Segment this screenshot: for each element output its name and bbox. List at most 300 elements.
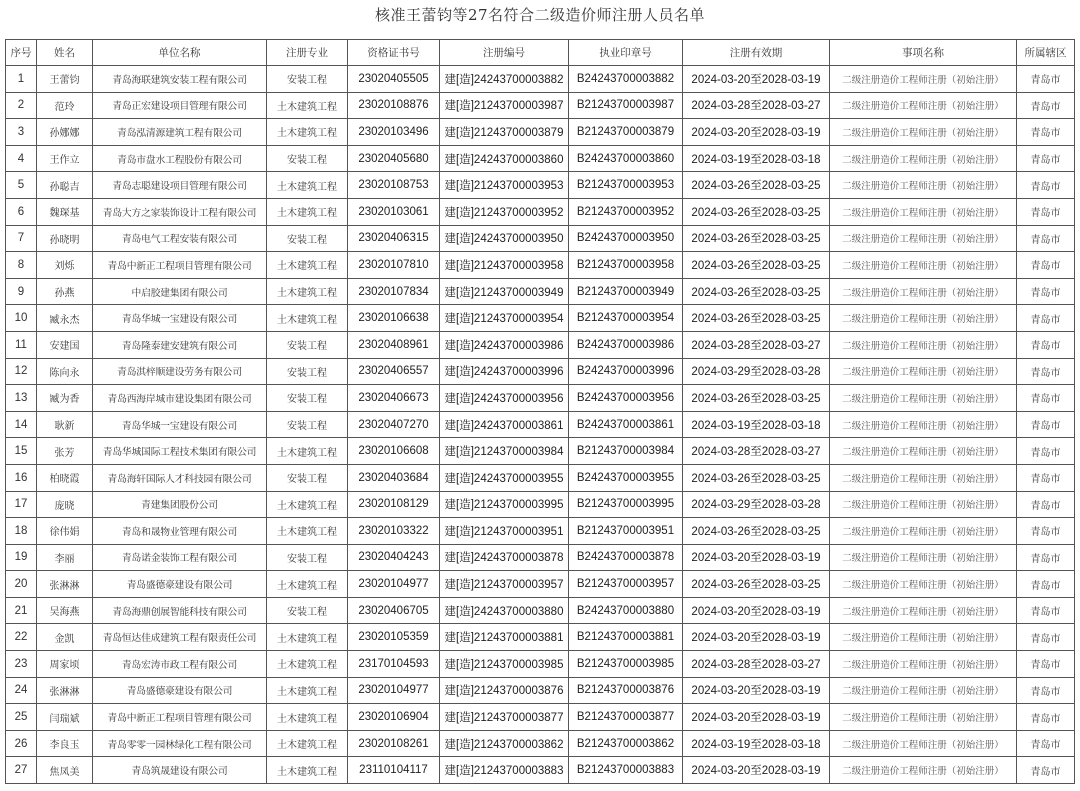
table-row: [6, 730, 1075, 757]
cell-reg-number: 建[造]24243700003996: [440, 358, 569, 385]
cell-reg-number: 建[造]21243700003879: [440, 119, 569, 146]
cell-company: 青岛志聪建设项目管理有限公司: [93, 172, 267, 199]
cell-company: 青岛淇梓顺建设劳务有限公司: [93, 358, 267, 385]
cell-certificate: 23020406315: [348, 225, 440, 252]
cell-validity: 2024-03-29至2028-03-28: [683, 491, 830, 518]
cell-reg-number: 建[造]24243700003882: [440, 66, 569, 93]
cell-certificate: 23020106638: [348, 305, 440, 332]
cell-company: 青岛西海岸城市建设集团有限公司: [93, 385, 267, 412]
cell-name: 李良玉: [37, 730, 93, 757]
table-row: [6, 464, 1075, 491]
cell-reg-number: 建[造]21243700003985: [440, 651, 569, 678]
cell-specialty: 安装工程: [267, 331, 348, 358]
cell-district: 青岛市: [1017, 172, 1075, 199]
header-validity: 注册有效期: [683, 40, 830, 66]
cell-matter: 二级注册造价工程师注册（初始注册）: [830, 385, 1017, 412]
cell-company: 青岛正宏建设项目管理有限公司: [93, 92, 267, 119]
table-row: [6, 411, 1075, 438]
cell-name: 孙晓明: [37, 225, 93, 252]
cell-seal-number: B24243700003860: [569, 145, 683, 172]
cell-certificate: 23020406557: [348, 358, 440, 385]
cell-matter: 二级注册造价工程师注册（初始注册）: [830, 544, 1017, 571]
cell-seq: 16: [6, 464, 37, 491]
cell-reg-number: 建[造]21243700003995: [440, 491, 569, 518]
cell-certificate: 23020406705: [348, 597, 440, 624]
cell-seal-number: B21243700003949: [569, 278, 683, 305]
cell-company: 青岛大方之家装饰设计工程有限公司: [93, 198, 267, 225]
cell-matter: 二级注册造价工程师注册（初始注册）: [830, 66, 1017, 93]
cell-specialty: 土木建筑工程: [267, 278, 348, 305]
cell-company: 青岛恒达佳成建筑工程有限责任公司: [93, 624, 267, 651]
cell-matter: 二级注册造价工程师注册（初始注册）: [830, 757, 1017, 784]
cell-name: 王蕾钧: [37, 66, 93, 93]
cell-name: 范玲: [37, 92, 93, 119]
cell-matter: 二级注册造价工程师注册（初始注册）: [830, 464, 1017, 491]
document-title: 核准王蕾钧等27名符合二级造价师注册人员名单: [374, 6, 706, 24]
cell-matter: 二级注册造价工程师注册（初始注册）: [830, 624, 1017, 651]
cell-seal-number: B21243700003879: [569, 119, 683, 146]
cell-company: 青岛宏涛市政工程有限公司: [93, 651, 267, 678]
cell-certificate: 23020108129: [348, 491, 440, 518]
cell-name: 张芳: [37, 438, 93, 465]
cell-matter: 二级注册造价工程师注册（初始注册）: [830, 651, 1017, 678]
header-specialty: 注册专业: [267, 40, 348, 66]
header-name: 姓名: [37, 40, 93, 66]
cell-reg-number: 建[造]24243700003878: [440, 544, 569, 571]
cell-name: 耿新: [37, 411, 93, 438]
cell-name: 吴海燕: [37, 597, 93, 624]
cell-seq: 20: [6, 571, 37, 598]
cell-reg-number: 建[造]24243700003950: [440, 225, 569, 252]
cell-certificate: 23020407270: [348, 411, 440, 438]
cell-specialty: 土木建筑工程: [267, 252, 348, 279]
cell-district: 青岛市: [1017, 677, 1075, 704]
cell-reg-number: 建[造]24243700003880: [440, 597, 569, 624]
cell-company: 青岛盛德豪建设有限公司: [93, 677, 267, 704]
cell-specialty: 土木建筑工程: [267, 518, 348, 545]
cell-name: 焦凤美: [37, 757, 93, 784]
cell-district: 青岛市: [1017, 252, 1075, 279]
cell-validity: 2024-03-28至2028-03-27: [683, 651, 830, 678]
cell-specialty: 土木建筑工程: [267, 491, 348, 518]
cell-district: 青岛市: [1017, 730, 1075, 757]
cell-seq: 1: [6, 66, 37, 93]
cell-name: 刘烁: [37, 252, 93, 279]
cell-matter: 二级注册造价工程师注册（初始注册）: [830, 145, 1017, 172]
cell-reg-number: 建[造]24243700003861: [440, 411, 569, 438]
cell-matter: 二级注册造价工程师注册（初始注册）: [830, 518, 1017, 545]
cell-matter: 二级注册造价工程师注册（初始注册）: [830, 278, 1017, 305]
cell-seal-number: B21243700003995: [569, 491, 683, 518]
table-row: [6, 544, 1075, 571]
cell-seal-number: B21243700003883: [569, 757, 683, 784]
cell-name: 孙娜娜: [37, 119, 93, 146]
cell-name: 徐伟娟: [37, 518, 93, 545]
table-row: [6, 92, 1075, 119]
cell-validity: 2024-03-20至2028-03-19: [683, 119, 830, 146]
cell-name: 臧永杰: [37, 305, 93, 332]
table-row: [6, 119, 1075, 146]
cell-specialty: 土木建筑工程: [267, 438, 348, 465]
cell-certificate: 23020103061: [348, 198, 440, 225]
cell-certificate: 23020405505: [348, 66, 440, 93]
cell-certificate: 23020106608: [348, 438, 440, 465]
cell-matter: 二级注册造价工程师注册（初始注册）: [830, 597, 1017, 624]
cell-name: 王作立: [37, 145, 93, 172]
cell-seq: 17: [6, 491, 37, 518]
header-reg-number: 注册编号: [440, 40, 569, 66]
cell-seal-number: B21243700003862: [569, 730, 683, 757]
cell-seq: 5: [6, 172, 37, 199]
cell-certificate: 23020404243: [348, 544, 440, 571]
cell-certificate: 23020405680: [348, 145, 440, 172]
cell-reg-number: 建[造]21243700003987: [440, 92, 569, 119]
table-row: [6, 651, 1075, 678]
cell-name: 魏琛基: [37, 198, 93, 225]
cell-seal-number: B21243700003984: [569, 438, 683, 465]
cell-name: 张淋淋: [37, 677, 93, 704]
cell-certificate: 23020108876: [348, 92, 440, 119]
cell-seq: 11: [6, 331, 37, 358]
cell-validity: 2024-03-20至2028-03-19: [683, 757, 830, 784]
registration-table: [5, 39, 1075, 784]
cell-seal-number: B21243700003957: [569, 571, 683, 598]
cell-reg-number: 建[造]21243700003951: [440, 518, 569, 545]
cell-seq: 10: [6, 305, 37, 332]
cell-certificate: 23020103322: [348, 518, 440, 545]
cell-seq: 22: [6, 624, 37, 651]
cell-specialty: 土木建筑工程: [267, 624, 348, 651]
cell-company: 青岛华城一宝建设有限公司: [93, 305, 267, 332]
header-district: 所属辖区: [1017, 40, 1075, 66]
cell-district: 青岛市: [1017, 624, 1075, 651]
cell-matter: 二级注册造价工程师注册（初始注册）: [830, 331, 1017, 358]
cell-reg-number: 建[造]21243700003949: [440, 278, 569, 305]
table-row: [6, 624, 1075, 651]
cell-reg-number: 建[造]21243700003958: [440, 252, 569, 279]
cell-reg-number: 建[造]21243700003953: [440, 172, 569, 199]
cell-company: 青岛海联建筑安装工程有限公司: [93, 66, 267, 93]
cell-validity: 2024-03-28至2028-03-27: [683, 92, 830, 119]
cell-specialty: 土木建筑工程: [267, 119, 348, 146]
cell-company: 青岛筑晟建设有限公司: [93, 757, 267, 784]
cell-district: 青岛市: [1017, 278, 1075, 305]
table-row: [6, 704, 1075, 731]
cell-seq: 12: [6, 358, 37, 385]
cell-matter: 二级注册造价工程师注册（初始注册）: [830, 358, 1017, 385]
cell-matter: 二级注册造价工程师注册（初始注册）: [830, 438, 1017, 465]
cell-name: 张淋淋: [37, 571, 93, 598]
cell-matter: 二级注册造价工程师注册（初始注册）: [830, 411, 1017, 438]
cell-validity: 2024-03-19至2028-03-18: [683, 730, 830, 757]
cell-certificate: 23020108261: [348, 730, 440, 757]
table-row: [6, 385, 1075, 412]
cell-seq: 2: [6, 92, 37, 119]
cell-seq: 8: [6, 252, 37, 279]
cell-seal-number: B24243700003880: [569, 597, 683, 624]
cell-certificate: 23020406673: [348, 385, 440, 412]
cell-district: 青岛市: [1017, 491, 1075, 518]
cell-specialty: 安装工程: [267, 145, 348, 172]
cell-district: 青岛市: [1017, 438, 1075, 465]
cell-reg-number: 建[造]21243700003862: [440, 730, 569, 757]
cell-certificate: 23020103496: [348, 119, 440, 146]
cell-company: 青岛诺金装饰工程有限公司: [93, 544, 267, 571]
cell-company: 青岛中新正工程项目管理有限公司: [93, 704, 267, 731]
cell-name: 柏晓霞: [37, 464, 93, 491]
cell-name: 孙聪吉: [37, 172, 93, 199]
cell-validity: 2024-03-26至2028-03-25: [683, 225, 830, 252]
cell-seal-number: B24243700003996: [569, 358, 683, 385]
cell-validity: 2024-03-26至2028-03-25: [683, 571, 830, 598]
cell-district: 青岛市: [1017, 704, 1075, 731]
table-row: [6, 597, 1075, 624]
cell-validity: 2024-03-26至2028-03-25: [683, 252, 830, 279]
cell-seal-number: B21243700003954: [569, 305, 683, 332]
cell-name: 李丽: [37, 544, 93, 571]
cell-reg-number: 建[造]21243700003881: [440, 624, 569, 651]
table-row: [6, 252, 1075, 279]
cell-seal-number: B21243700003877: [569, 704, 683, 731]
cell-district: 青岛市: [1017, 305, 1075, 332]
table-header-row: [6, 40, 1075, 66]
cell-name: 闫瑞斌: [37, 704, 93, 731]
cell-specialty: 安装工程: [267, 385, 348, 412]
cell-district: 青岛市: [1017, 66, 1075, 93]
table-row: [6, 172, 1075, 199]
cell-specialty: 土木建筑工程: [267, 92, 348, 119]
cell-certificate: 23020108753: [348, 172, 440, 199]
header-matter: 事项名称: [830, 40, 1017, 66]
table-row: [6, 278, 1075, 305]
cell-district: 青岛市: [1017, 757, 1075, 784]
cell-reg-number: 建[造]21243700003984: [440, 438, 569, 465]
cell-district: 青岛市: [1017, 518, 1075, 545]
cell-certificate: 23020107834: [348, 278, 440, 305]
cell-district: 青岛市: [1017, 198, 1075, 225]
cell-matter: 二级注册造价工程师注册（初始注册）: [830, 491, 1017, 518]
cell-district: 青岛市: [1017, 331, 1075, 358]
cell-reg-number: 建[造]24243700003956: [440, 385, 569, 412]
cell-validity: 2024-03-20至2028-03-19: [683, 597, 830, 624]
cell-company: 青岛盛德豪建设有限公司: [93, 571, 267, 598]
cell-company: 青岛华城一宝建设有限公司: [93, 411, 267, 438]
table-row: [6, 145, 1075, 172]
cell-validity: 2024-03-26至2028-03-25: [683, 305, 830, 332]
cell-seal-number: B24243700003986: [569, 331, 683, 358]
header-seq: 序号: [6, 40, 37, 66]
cell-specialty: 安装工程: [267, 597, 348, 624]
cell-validity: 2024-03-20至2028-03-19: [683, 677, 830, 704]
cell-seal-number: B24243700003956: [569, 385, 683, 412]
cell-specialty: 土木建筑工程: [267, 172, 348, 199]
cell-district: 青岛市: [1017, 92, 1075, 119]
cell-seal-number: B21243700003985: [569, 651, 683, 678]
cell-seal-number: B21243700003987: [569, 92, 683, 119]
cell-district: 青岛市: [1017, 225, 1075, 252]
cell-seq: 4: [6, 145, 37, 172]
cell-name: 孙燕: [37, 278, 93, 305]
cell-matter: 二级注册造价工程师注册（初始注册）: [830, 172, 1017, 199]
cell-certificate: 23170104593: [348, 651, 440, 678]
cell-name: 陈向永: [37, 358, 93, 385]
cell-specialty: 土木建筑工程: [267, 757, 348, 784]
cell-specialty: 土木建筑工程: [267, 704, 348, 731]
cell-name: 庞晓: [37, 491, 93, 518]
cell-district: 青岛市: [1017, 464, 1075, 491]
cell-matter: 二级注册造价工程师注册（初始注册）: [830, 198, 1017, 225]
cell-seal-number: B21243700003958: [569, 252, 683, 279]
cell-company: 中启胶建集团有限公司: [93, 278, 267, 305]
header-company: 单位名称: [93, 40, 267, 66]
cell-certificate: 23020104977: [348, 571, 440, 598]
cell-company: 青岛零零一园林绿化工程有限公司: [93, 730, 267, 757]
cell-district: 青岛市: [1017, 571, 1075, 598]
cell-seq: 3: [6, 119, 37, 146]
cell-validity: 2024-03-29至2028-03-28: [683, 358, 830, 385]
header-certificate: 资格证书号: [348, 40, 440, 66]
cell-matter: 二级注册造价工程师注册（初始注册）: [830, 571, 1017, 598]
table-row: [6, 677, 1075, 704]
table-row: [6, 305, 1075, 332]
cell-validity: 2024-03-26至2028-03-25: [683, 518, 830, 545]
cell-matter: 二级注册造价工程师注册（初始注册）: [830, 730, 1017, 757]
cell-specialty: 土木建筑工程: [267, 677, 348, 704]
cell-district: 青岛市: [1017, 385, 1075, 412]
cell-company: 青岛市盘水工程股份有限公司: [93, 145, 267, 172]
cell-district: 青岛市: [1017, 119, 1075, 146]
header-seal-number: 执业印章号: [569, 40, 683, 66]
cell-specialty: 土木建筑工程: [267, 730, 348, 757]
cell-validity: 2024-03-20至2028-03-19: [683, 624, 830, 651]
cell-seal-number: B21243700003881: [569, 624, 683, 651]
cell-company: 青岛中新正工程项目管理有限公司: [93, 252, 267, 279]
cell-certificate: 23020104977: [348, 677, 440, 704]
cell-district: 青岛市: [1017, 651, 1075, 678]
cell-district: 青岛市: [1017, 411, 1075, 438]
table-row: [6, 757, 1075, 784]
cell-seq: 27: [6, 757, 37, 784]
cell-company: 青岛海鼎创展智能科技有限公司: [93, 597, 267, 624]
cell-matter: 二级注册造价工程师注册（初始注册）: [830, 92, 1017, 119]
cell-seq: 26: [6, 730, 37, 757]
cell-seal-number: B21243700003876: [569, 677, 683, 704]
cell-reg-number: 建[造]21243700003883: [440, 757, 569, 784]
cell-seq: 21: [6, 597, 37, 624]
cell-specialty: 安装工程: [267, 225, 348, 252]
cell-validity: 2024-03-20至2028-03-19: [683, 704, 830, 731]
cell-specialty: 土木建筑工程: [267, 198, 348, 225]
cell-specialty: 土木建筑工程: [267, 571, 348, 598]
cell-seq: 24: [6, 677, 37, 704]
cell-reg-number: 建[造]21243700003954: [440, 305, 569, 332]
cell-district: 青岛市: [1017, 597, 1075, 624]
cell-specialty: 安装工程: [267, 411, 348, 438]
cell-seq: 25: [6, 704, 37, 731]
cell-reg-number: 建[造]24243700003986: [440, 331, 569, 358]
cell-seal-number: B24243700003955: [569, 464, 683, 491]
cell-specialty: 土木建筑工程: [267, 305, 348, 332]
cell-seal-number: B24243700003950: [569, 225, 683, 252]
cell-seq: 15: [6, 438, 37, 465]
cell-reg-number: 建[造]21243700003876: [440, 677, 569, 704]
cell-matter: 二级注册造价工程师注册（初始注册）: [830, 225, 1017, 252]
cell-certificate: 23110104117: [348, 757, 440, 784]
table-row: [6, 358, 1075, 385]
cell-matter: 二级注册造价工程师注册（初始注册）: [830, 677, 1017, 704]
cell-company: 青岛电气工程安装有限公司: [93, 225, 267, 252]
table-row: [6, 198, 1075, 225]
table-row: [6, 571, 1075, 598]
cell-certificate: 23020408961: [348, 331, 440, 358]
cell-seq: 7: [6, 225, 37, 252]
cell-company: 青岛华城国际工程技术集团有限公司: [93, 438, 267, 465]
cell-company: 青岛泓清源建筑工程有限公司: [93, 119, 267, 146]
cell-seal-number: B21243700003952: [569, 198, 683, 225]
cell-certificate: 23020107810: [348, 252, 440, 279]
cell-company: 青建集团股份公司: [93, 491, 267, 518]
cell-seal-number: B24243700003878: [569, 544, 683, 571]
cell-seq: 18: [6, 518, 37, 545]
cell-validity: 2024-03-28至2028-03-27: [683, 331, 830, 358]
cell-matter: 二级注册造价工程师注册（初始注册）: [830, 252, 1017, 279]
cell-certificate: 23020403684: [348, 464, 440, 491]
cell-seq: 23: [6, 651, 37, 678]
cell-certificate: 23020105359: [348, 624, 440, 651]
cell-seq: 6: [6, 198, 37, 225]
cell-seq: 14: [6, 411, 37, 438]
cell-seq: 13: [6, 385, 37, 412]
cell-reg-number: 建[造]21243700003952: [440, 198, 569, 225]
cell-district: 青岛市: [1017, 358, 1075, 385]
cell-matter: 二级注册造价工程师注册（初始注册）: [830, 704, 1017, 731]
cell-specialty: 安装工程: [267, 464, 348, 491]
cell-name: 安建国: [37, 331, 93, 358]
cell-validity: 2024-03-26至2028-03-25: [683, 172, 830, 199]
cell-name: 金凯: [37, 624, 93, 651]
cell-name: 臧为香: [37, 385, 93, 412]
table-row: [6, 518, 1075, 545]
table-row: [6, 66, 1075, 93]
cell-matter: 二级注册造价工程师注册（初始注册）: [830, 305, 1017, 332]
table-row: [6, 331, 1075, 358]
table-row: [6, 491, 1075, 518]
cell-matter: 二级注册造价工程师注册（初始注册）: [830, 119, 1017, 146]
cell-company: 青岛海轩国际人才科技园有限公司: [93, 464, 267, 491]
cell-company: 青岛和晟物业管理有限公司: [93, 518, 267, 545]
cell-specialty: 土木建筑工程: [267, 651, 348, 678]
cell-seal-number: B24243700003861: [569, 411, 683, 438]
cell-validity: 2024-03-19至2028-03-18: [683, 145, 830, 172]
cell-validity: 2024-03-19至2028-03-18: [683, 411, 830, 438]
cell-validity: 2024-03-26至2028-03-25: [683, 278, 830, 305]
table-row: [6, 438, 1075, 465]
cell-seal-number: B21243700003951: [569, 518, 683, 545]
cell-seal-number: B21243700003953: [569, 172, 683, 199]
cell-seq: 9: [6, 278, 37, 305]
cell-validity: 2024-03-26至2028-03-25: [683, 198, 830, 225]
cell-reg-number: 建[造]24243700003955: [440, 464, 569, 491]
cell-specialty: 安装工程: [267, 544, 348, 571]
cell-reg-number: 建[造]24243700003860: [440, 145, 569, 172]
cell-validity: 2024-03-20至2028-03-19: [683, 544, 830, 571]
cell-specialty: 安装工程: [267, 358, 348, 385]
cell-validity: 2024-03-26至2028-03-25: [683, 464, 830, 491]
cell-seal-number: B24243700003882: [569, 66, 683, 93]
cell-district: 青岛市: [1017, 145, 1075, 172]
cell-validity: 2024-03-20至2028-03-19: [683, 66, 830, 93]
table-row: [6, 225, 1075, 252]
